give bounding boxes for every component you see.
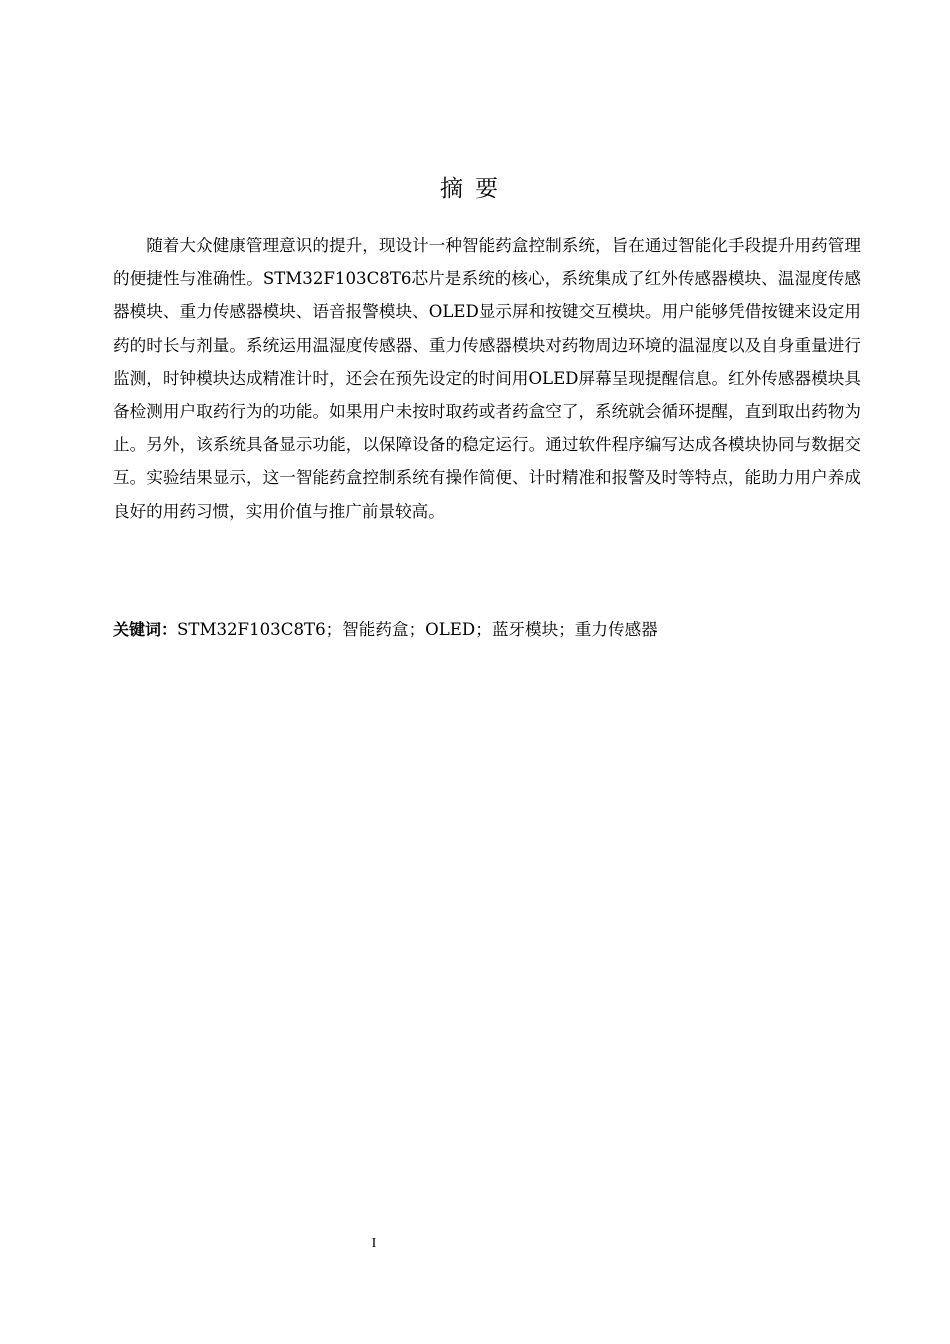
keywords-line — [113, 615, 861, 645]
page-number: I — [371, 1236, 377, 1251]
abstract-body: 随着大众健康管理意识的提升，现设计一种智能药盒控制系统，旨在通过智能化手段提升用药管理的便捷性与准确性。STM32F103C8T6芯片是系统的核心，系统集成了红外传感器模块、温湿度传感器模块、重力传感器模块、语音报警模块、OLED显示屏和按键交互模块。用户能够凭借按键来设定用药的时长与剂量。系统运用温湿度传感器、重力传感器模块对药物周边环境的温湿度以及自身重量进行监测，时钟模块达成精准计时，还会在预先设定的时间用OLED屏幕呈现提醒信息。红外传感器模块具备检测用户取药行为的功能。如果用户未按时取药或者药盒空了，系统就会循环提醒，直到取出药物为止。另外，该系统具备显示功能，以保障设备的稳定运行。通过软件程序编写达成各模块协同与数据交互。实验结果显示，这一智能药盒控制系统有操作简便、计时精准和报警及时等特点，能助力用户养成良好的用药习惯，实用价值与推广前景较高。 — [113, 236, 861, 521]
keywords-label: 关键词： — [113, 620, 178, 639]
abstract-title: 摘要 — [440, 176, 510, 202]
keywords-list: STM32F103C8T6；智能药盒；OLED；蓝牙模块；重力传感器 — [177, 620, 658, 639]
